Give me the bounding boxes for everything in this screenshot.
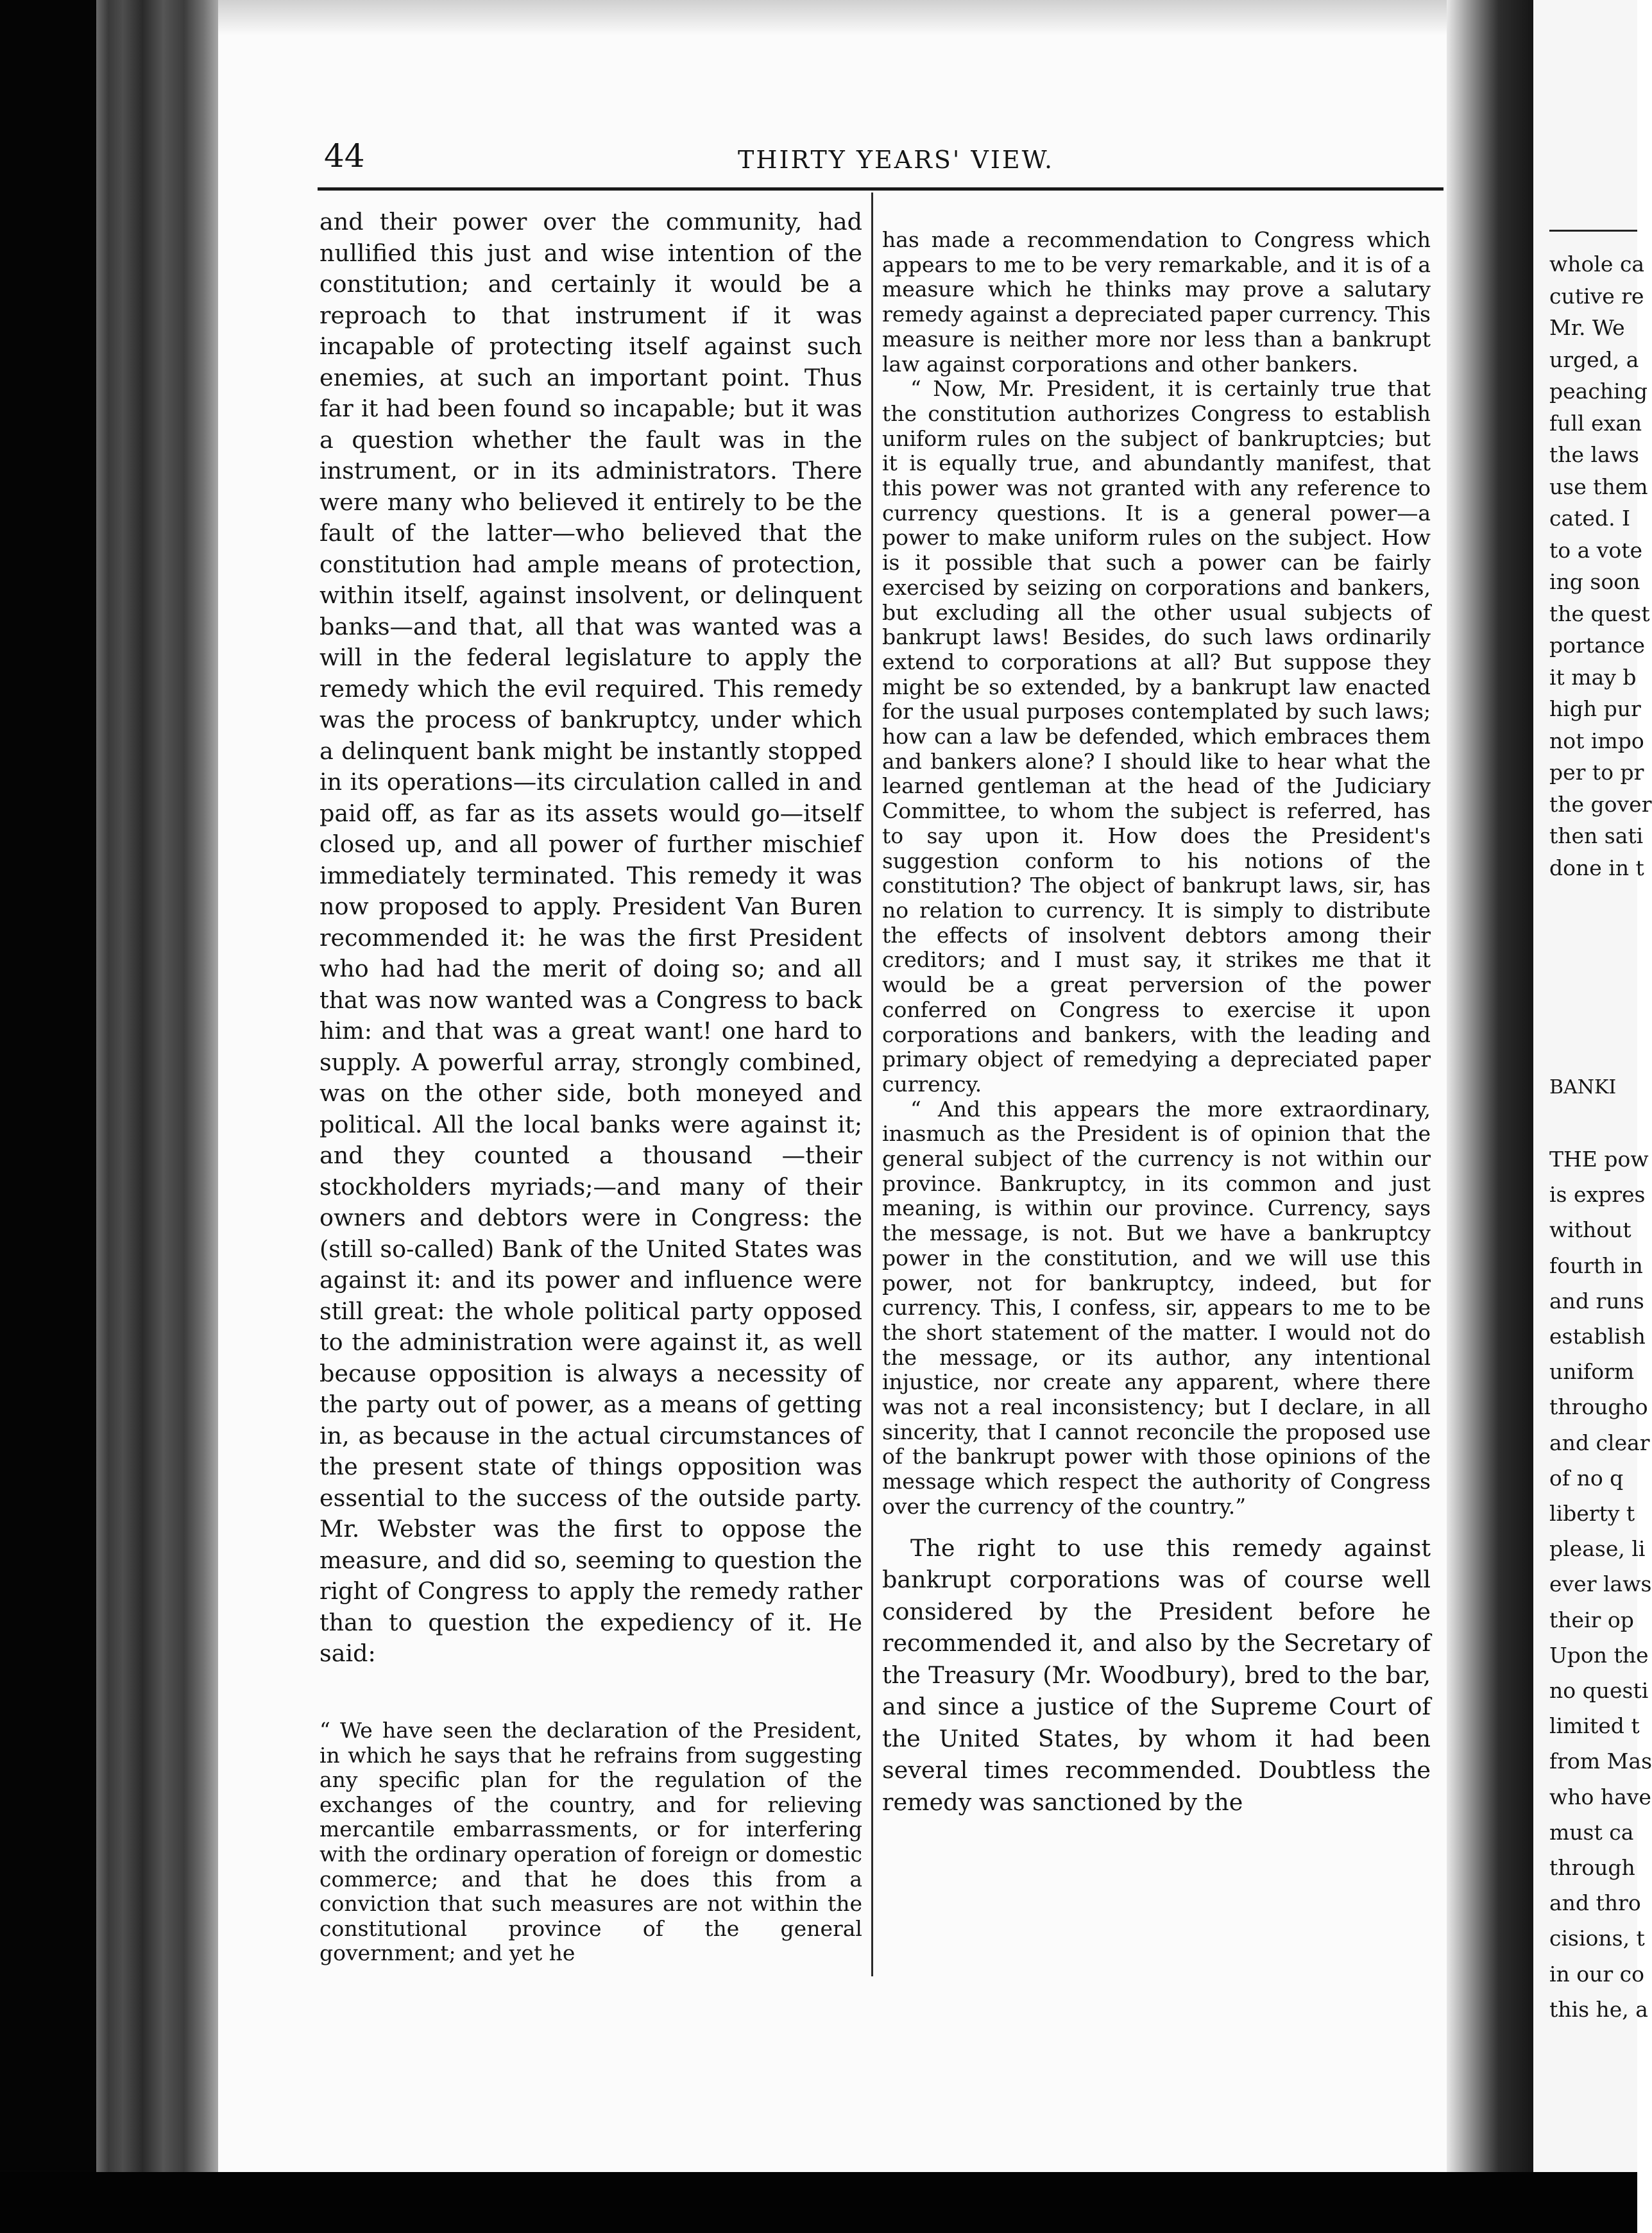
next-page-line: whole ca [1549, 252, 1645, 277]
next-page-line: and thro [1549, 1890, 1641, 1916]
next-page-line: Upon the [1549, 1642, 1649, 1668]
next-page-line: must ca [1549, 1819, 1634, 1845]
next-page-line: througho [1549, 1394, 1648, 1420]
page-number: 44 [324, 137, 365, 175]
next-page-line: and clear [1549, 1430, 1650, 1455]
right-column [882, 228, 1431, 1818]
next-page-line: the laws [1549, 442, 1639, 467]
next-page-line: fourth in [1549, 1253, 1643, 1278]
next-page-line: then sati [1549, 823, 1644, 848]
next-page-line: establish [1549, 1324, 1646, 1349]
quote-continuation: has made a recommendation to Congress which appears to me to be very remarkable, and it is of a measure which he thinks may prove a salutary remedy against a depreciated paper currency. This measure is neither more nor less than a bankrupt law against corporations and other bankers. [882, 227, 1431, 377]
next-page-line: no questi [1549, 1678, 1649, 1703]
next-page-line: their op [1549, 1607, 1634, 1632]
next-page-line: done in t [1549, 855, 1644, 880]
next-page-line: cutive re [1549, 283, 1644, 309]
next-page-line: liberty t [1549, 1501, 1635, 1526]
column-divider [871, 193, 873, 1976]
next-page-line: in our co [1549, 1961, 1645, 1987]
right-quote-block [882, 228, 1431, 1519]
next-page-line: without [1549, 1217, 1631, 1243]
next-page-line: high pur [1549, 696, 1641, 721]
next-page-line: cisions, t [1549, 1926, 1645, 1951]
next-page-line: is expres [1549, 1182, 1646, 1208]
next-page-line: limited t [1549, 1713, 1640, 1739]
quote-paragraph-2: “ Now, Mr. President, it is certainly true that the constitution authorizes Congress to establish uniform rules on the subject of bankruptcies; but it is equally true, and abundantly manifest, that this power was not granted with any reference to currency questions. It is a general power—a power to make uniform rules on the subject. How is it possible that such a power can be fairly exercised by seizing on corporations and bankers, but excluding all the other usual subjects of bankrupt laws! Besides, do such laws ordinarily extend to corporations at all? But suppose they might be so extended, by a bankrupt law enacted for the usual purposes contemplated by such laws; how can a law be defended, which embraces them and bankers alone? I should like to hear what the learned gentleman at the head of the Judiciary Committee, to whom the subject is referred, has to say upon it. How does the President's suggestion conform to his notions of the constitution? The object of bankrupt laws, sir, has no relation to currency. It is simply to distribute the effects of insolvent debtors among their creditors; and I must say, it strikes me that it would be a great perversion of the power conferred on Congress to exercise it upon corporations and bankers, with the leading and primary object of remedying a depreciated paper currency. [882, 376, 1431, 1097]
next-page-line: Mr. We [1549, 315, 1625, 340]
left-quote-text: “ We have seen the declaration of the President, in which he says that he refrains from suggesting any specific plan for the regulation of the exchanges of the country, and for relieving mercantile embarrassments, or for interfering with the ordinary operation of foreign or domestic commerce; and that he does this from a conviction that such measures are not within the constitutional province of the general government; and yet he [319, 1718, 862, 1966]
header-rule [318, 187, 1443, 191]
scan-border-left [0, 0, 96, 2233]
next-page-line: this he, a [1549, 1996, 1648, 2022]
quote-paragraph-3: “ And this appears the more extraordinary, inasmuch as the President is of opinion that the general subject of the currency is not within our province. Bankruptcy, in its common and just meaning, is within our province. Currency, says the message, is not. But we have a bankruptcy power in the constitution, and we will use this power, not for bankruptcy, indeed, but for currency. This, I confess, sir, appears to me to be the short statement of the matter. I would not do the message, or its author, any intentional injustice, nor create any apparent, where there was not a real inconsistency; but I declare, in all sincerity, that I cannot reconcile the proposed use of the bankrupt power with those opinions of the message which respect the authority of Congress over the currency of the country.” [882, 1096, 1431, 1519]
left-body-paragraph: and their power over the community, had nullified this just and wise intention of the constitution; and certainly it would be a reproach to that instrument if it was incapable of protecting itself against such enemies, at such an important point. Thus far it had been found so incapable; but it was a question whether the fault was in the instrument, or in its administrators. There were many who believed it entirely to be the fault of the latter—who believed that the constitution had ample means of protection, within itself, against insolvent, or delinquent banks—and that, all that was wanted was a will in the federal legislature to apply the remedy which the evil required. This remedy was the process of bankruptcy, under which a delinquent bank might be instantly stopped in its operations—its circulation called in and paid off, as far as its assets would go—itself closed up, and all power of further mischief immediately terminated. This remedy it was now proposed to apply. President Van Buren recommended it: he was the first President who had had the merit of doing so; and all that was now wanted was a Congress to back him: and that was a great want! one hard to supply. A powerful array, strongly combined, was on the other side, both moneyed and political. All the local banks were against it; and they counted a thousand —their stockholders myriads;—and many of their owners and debtors were in Congress: the (still so-called) Bank of the United States was against it: and its power and influence were still great: the whole political party opposed to the administration were against it, as well because opposition is always a necessity of the party out of power, as a means of getting in, as because in the actual circumstances of the present state of things opposition was essential to the success of the outside party. Mr. Webster was the first to oppose the measure, and did so, seeming to question the right of Congress to apply the remedy rather than to question the expediency of it. He said: [319, 208, 862, 1667]
next-page-heading: BANKI [1549, 1076, 1617, 1099]
right-body-paragraph: The right to use this remedy against bankrupt corporations was of course well considered by the President before he recommended it, and also by the Secretary of the Treasury (Mr. Woodbury), bred to the bar, and since a justice of the Supreme Court of the United States, by whom it had been several times recommended. Doubtless the remedy was sanctioned by the [882, 1534, 1431, 1816]
next-page-line: please, li [1549, 1536, 1646, 1562]
next-page-line: to a vote [1549, 537, 1643, 563]
next-page-line: peaching [1549, 379, 1648, 404]
next-page-line: from Mas [1549, 1749, 1652, 1774]
next-page-rule [1549, 230, 1637, 232]
next-page-line: per to pr [1549, 760, 1644, 785]
next-page-line: and runs [1549, 1288, 1644, 1313]
book-gutter [1447, 0, 1533, 2233]
next-page-line: through [1549, 1855, 1635, 1880]
next-page-line: ever laws [1549, 1571, 1652, 1597]
running-title: THIRTY YEARS' VIEW. [738, 146, 1055, 174]
next-page-line: uniform [1549, 1359, 1635, 1385]
right-body [882, 1532, 1431, 1818]
next-page-line: not impo [1549, 728, 1644, 753]
page-shadow [218, 0, 1481, 35]
next-page-line: portance [1549, 633, 1645, 658]
next-page-line: of no q [1549, 1465, 1624, 1491]
left-quote-paragraph [319, 1718, 862, 1966]
next-page-line: the gover [1549, 791, 1652, 817]
book-page-edges [96, 0, 218, 2233]
left-column [319, 207, 862, 1670]
next-page-line: who have [1549, 1784, 1651, 1810]
next-page-line: cated. I [1549, 506, 1631, 531]
next-page-line: use them [1549, 474, 1648, 499]
next-page-line: ing soon [1549, 569, 1640, 594]
next-page-line: urged, a [1549, 346, 1639, 372]
next-page-line: it may b [1549, 664, 1637, 690]
scan-border-bottom [0, 2172, 1637, 2233]
next-page-line: full exan [1549, 410, 1642, 436]
next-page-line: THE pow [1549, 1147, 1649, 1172]
next-page-line: the quest [1549, 601, 1650, 626]
